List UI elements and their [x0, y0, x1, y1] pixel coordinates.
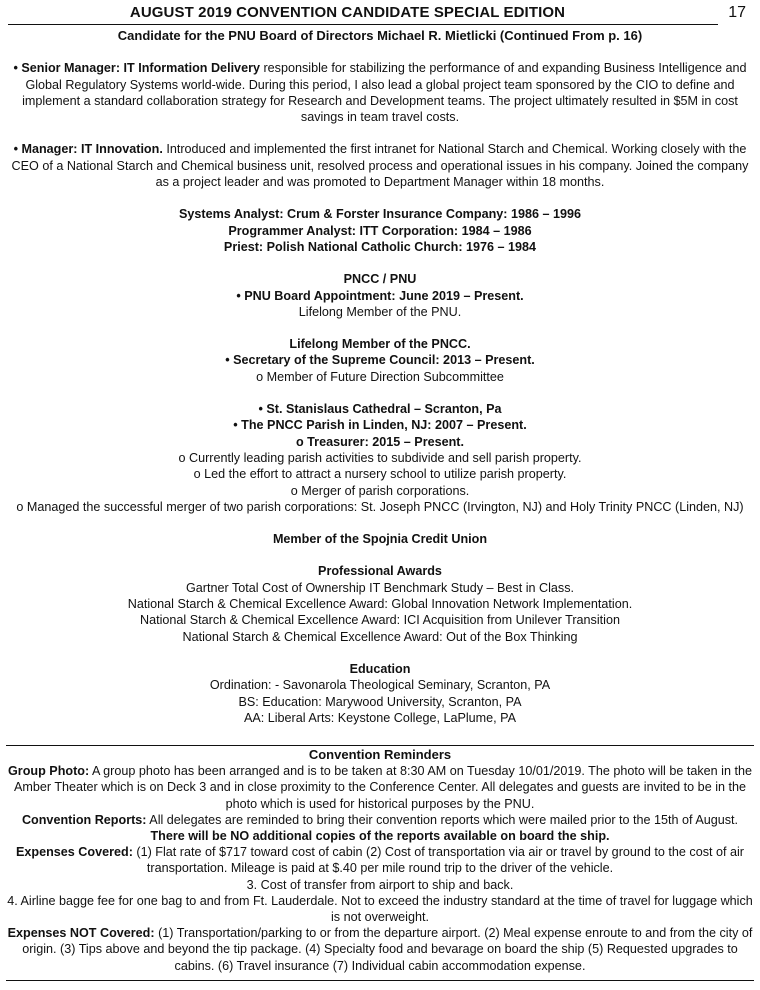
parish-activity: o Led the effort to attract a nursery school to utilize parish property. — [193, 467, 567, 482]
parish-activity: o Managed the successful merger of two parish corporations: St. Joseph PNCC (Irvington, NJ) and Holy Trinity PNCC (Linden, NJ) — [16, 499, 744, 514]
parish-activity: o Merger of parish corporations. — [290, 483, 470, 498]
convention-reminders — [6, 745, 754, 974]
page-header — [0, 4, 760, 26]
reminder-text: A group photo has been arranged and is to be taken at 8:30 AM on Tuesday 10/01/2019. The photo will be taken in the Amber Theater which is on Deck 3 and in close proximity to the Conference Center. All delegates and guests are invited to be in the photo which is used for historical purposes by the PNU. — [13, 764, 752, 811]
education-section — [6, 661, 754, 726]
reminder-text: All delegates are reminded to bring their convention reports which were mailed prior to the 15th of August. — [146, 812, 739, 827]
career-item: Programmer Analyst: ITT Corporation: 1984 – 1986 — [228, 223, 532, 238]
reminder-text: (1) Flat rate of $717 toward cost of cabin (2) Cost of transportation via air or travel by ground to the cost of air transportation. Mileage is paid at $.40 per mile round trip to the driver of the vehicle. — [132, 845, 744, 876]
reminder-label: Group Photo: — [8, 764, 90, 779]
subcommittee-item: o Member of Future Direction Subcommittee — [256, 369, 504, 384]
pnu-member: Lifelong Member of the PNU. — [298, 304, 462, 319]
section-heading: Lifelong Member of the PNCC. — [289, 337, 471, 352]
career-item: Systems Analyst: Crum & Forster Insurance Company: 1986 – 1996 — [179, 207, 581, 222]
award-item: National Starch & Chemical Excellence Award: ICI Acquisition from Unilever Transition — [140, 613, 620, 628]
parish-activity: o Currently leading parish activities to subdivide and sell parish property. — [178, 450, 582, 465]
role-manager — [6, 141, 754, 190]
reminder-label: Expenses Covered: — [16, 845, 133, 860]
cathedral-item: • St. Stanislaus Cathedral – Scranton, Pa — [258, 402, 502, 417]
section-heading: Education — [349, 661, 411, 676]
treasurer-item: o Treasurer: 2015 – Present. — [295, 434, 464, 449]
education-item: AA: Liberal Arts: Keystone College, LaPlume, PA — [243, 710, 517, 725]
expenses-item: 3. Cost of transfer from airport to ship and back. — [246, 877, 514, 892]
reminder-text: (1) Transportation/parking to or from the departure airport. (2) Meal expense enroute to and from the city of origin. (3) Tips above and beyond the tip package. (4) Specialty food and bevarage on board the ship (5) Requested upgrades to cabins. (6) Travel insurance (7) Individual cabin accommodation expense. — [22, 926, 753, 973]
expenses-covered — [6, 844, 754, 876]
reminders-heading: Convention Reminders — [308, 747, 452, 762]
career-list — [6, 206, 754, 255]
header-rule — [8, 24, 718, 25]
award-item: National Starch & Chemical Excellence Award: Global Innovation Network Implementation. — [127, 597, 633, 612]
reports-reminder — [6, 812, 754, 844]
section-heading: PNCC / PNU — [343, 272, 417, 287]
awards-section — [6, 563, 754, 644]
education-item: Ordination: - Savonarola Theological Seminary, Scranton, PA — [209, 678, 551, 693]
secretary-role: • Secretary of the Supreme Council: 2013 – Present. — [225, 353, 535, 368]
bottom-rule — [6, 980, 754, 981]
role-title: • Senior Manager: IT Information Delivery — [13, 61, 260, 76]
reminder-label: Convention Reports: — [21, 812, 147, 827]
education-item: BS: Education: Marywood University, Scranton, PA — [238, 694, 522, 709]
credit-union: Member of the Spojnia Credit Union — [272, 532, 488, 547]
page-number: 17 — [728, 4, 746, 21]
linden-parish-item: • The PNCC Parish in Linden, NJ: 2007 – Present. — [233, 418, 527, 433]
parish-section — [6, 401, 754, 515]
section-heading: Professional Awards — [318, 564, 442, 579]
role-title: • Manager: IT Innovation. — [13, 142, 163, 157]
role-text: responsible for stabilizing the performance of and expanding Business Intelligence and Global Regulatory Systems world-wide. During this period, I also lead a global project team sponsored by the CIO to define and implement a standard collaboration strategy for Research and Development teams. The project ultimately resulted in $5M in cost savings in team travel costs. — [22, 61, 747, 125]
edition-title: AUGUST 2019 CONVENTION CANDIDATE SPECIAL EDITION — [129, 4, 566, 21]
group-photo-reminder — [6, 763, 754, 812]
expenses-not-covered — [6, 925, 754, 974]
career-item: Priest: Polish National Catholic Church: 1976 – 1984 — [223, 239, 537, 254]
role-text: Introduced and implemented the first intranet for National Starch and Chemical. Working closely with the CEO of a National Starch and Chemical business unit, resolved process and operational issues in his company. Joined the company as a project leader and was promoted to Department Manager within 18 months. — [11, 142, 749, 190]
award-item: Gartner Total Cost of Ownership IT Benchmark Study – Best in Class. — [185, 580, 574, 595]
role-senior-manager — [6, 60, 754, 125]
reminder-emphasis: There will be NO additional copies of the reports available on board the ship. — [150, 829, 610, 844]
candidate-article — [6, 28, 754, 726]
pnu-appointment: • PNU Board Appointment: June 2019 – Present. — [236, 288, 524, 303]
expenses-item: 4. Airline bagge fee for one bag to and from Ft. Lauderdale. Not to exceed the industry standard at the time of travel for luggage which is not overweight. — [7, 893, 753, 925]
pncc-pnu-section — [6, 271, 754, 320]
reminder-label: Expenses NOT Covered: — [7, 926, 155, 941]
award-item: National Starch & Chemical Excellence Award: Out of the Box Thinking — [182, 629, 578, 644]
pncc-section — [6, 336, 754, 385]
article-subtitle: Candidate for the PNU Board of Directors Michael R. Mietlicki (Continued From p. 16) — [117, 28, 643, 43]
